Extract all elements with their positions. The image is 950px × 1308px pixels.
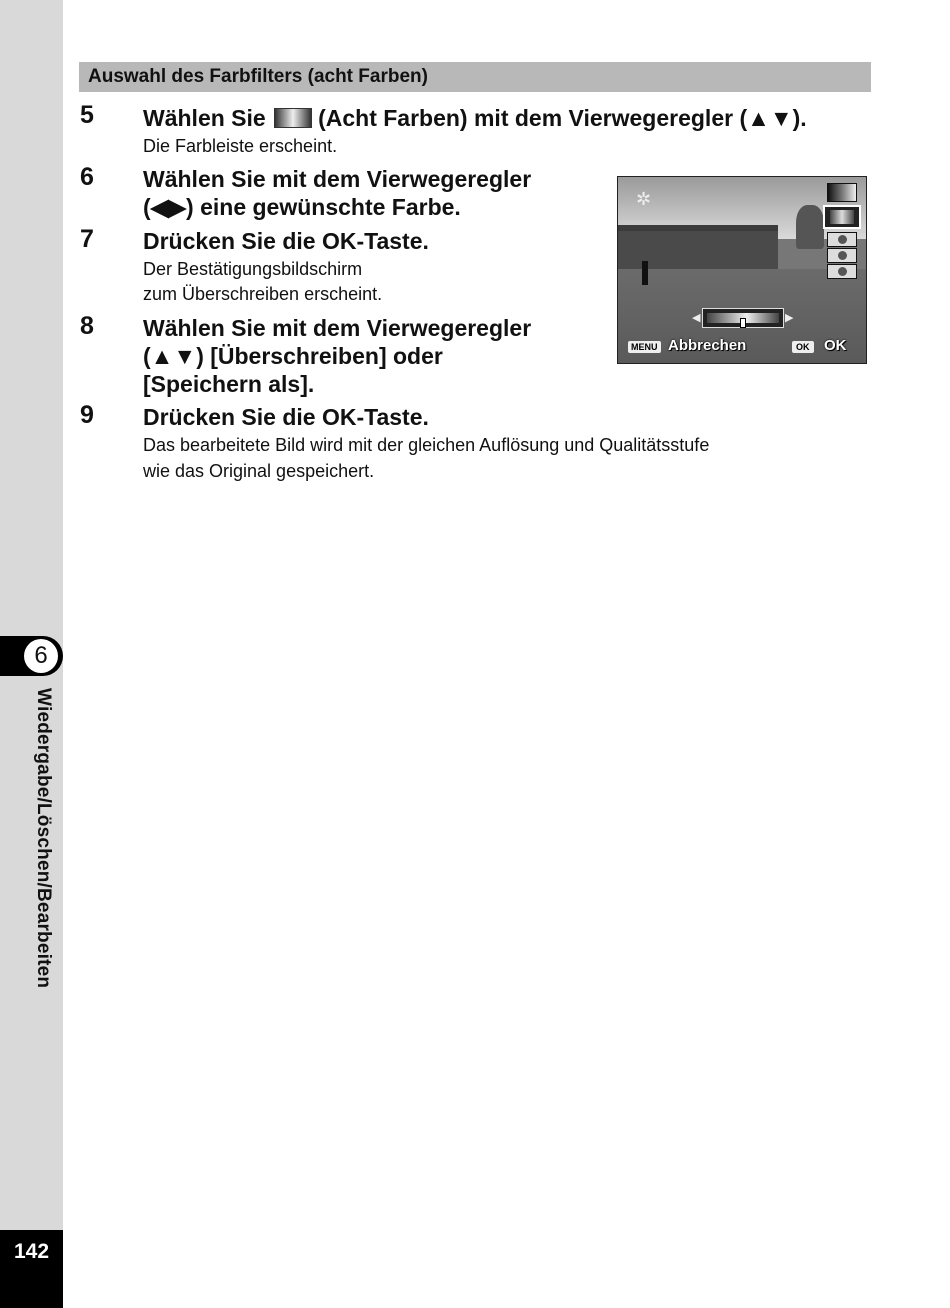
step-6-number: 6 [80, 163, 94, 191]
chapter-number: 6 [24, 639, 58, 673]
step-8-number: 8 [80, 312, 94, 340]
section-header [79, 62, 871, 92]
cancel-label: Abbrechen [668, 337, 747, 354]
color-slider [702, 308, 784, 328]
step-9-note-line2: wie das Original gespeichert. [143, 461, 375, 481]
color-slider-thumb [740, 318, 746, 328]
photo-tree [796, 205, 824, 249]
color-bar-selected [823, 205, 861, 229]
step-9-number: 9 [80, 401, 94, 429]
ok-key-icon: OK [792, 341, 814, 353]
color-bar-item [827, 232, 857, 247]
page-number: 142 [13, 1240, 50, 1263]
camera-screen-illustration [617, 176, 867, 364]
right-arrow-icon: ▶ [785, 312, 794, 324]
step-7-heading: Drücken Sie die OK-Taste. [143, 228, 429, 254]
menu-key-icon: MENU [628, 341, 661, 353]
eight-colors-icon [274, 108, 312, 128]
step-7-note-line1: Der Bestätigungsbildschirm [143, 259, 363, 279]
color-bar [827, 183, 857, 279]
color-filter-icon: ✲ [636, 189, 652, 209]
section-title: Auswahl des Farbfilters (acht Farben) [88, 66, 428, 87]
color-bar-item [827, 248, 857, 263]
step-6-heading-line1: Wählen Sie mit dem Vierwegeregler [143, 166, 532, 192]
step-9-heading: Drücken Sie die OK-Taste. [143, 404, 429, 430]
step-6-heading-line2: (◀▶) eine gewünschte Farbe. [143, 194, 461, 220]
step-7-note-line2: zum Überschreiben erscheint. [143, 284, 383, 304]
step-5-number: 5 [80, 101, 94, 129]
step-8-heading-line1: Wählen Sie mit dem Vierwegeregler [143, 315, 532, 341]
color-bar-top [827, 183, 857, 202]
sidebar [0, 0, 63, 1230]
step-7-number: 7 [80, 225, 94, 253]
left-arrow-icon: ◀ [692, 312, 701, 324]
step-9-note-line1: Das bearbeitete Bild wird mit der gleichen Auflösung und Qualitätsstufe [143, 435, 710, 455]
ok-label: OK [824, 337, 847, 354]
step-5-heading [143, 104, 807, 132]
photo-person [642, 261, 648, 285]
step-8-heading-line3: [Speichern als]. [143, 371, 315, 397]
step-5-note: Die Farbleiste erscheint. [143, 136, 338, 156]
chapter-title: Wiedergabe/Löschen/Bearbeiten [33, 688, 54, 989]
step-5-heading-b: (Acht Farben) mit dem Vierwegeregler (▲▼). [318, 105, 807, 131]
color-bar-item [827, 264, 857, 279]
step-8-heading-line2: (▲▼) [Überschreiben] oder [143, 343, 443, 369]
step-5-heading-a: Wählen Sie [143, 105, 266, 131]
